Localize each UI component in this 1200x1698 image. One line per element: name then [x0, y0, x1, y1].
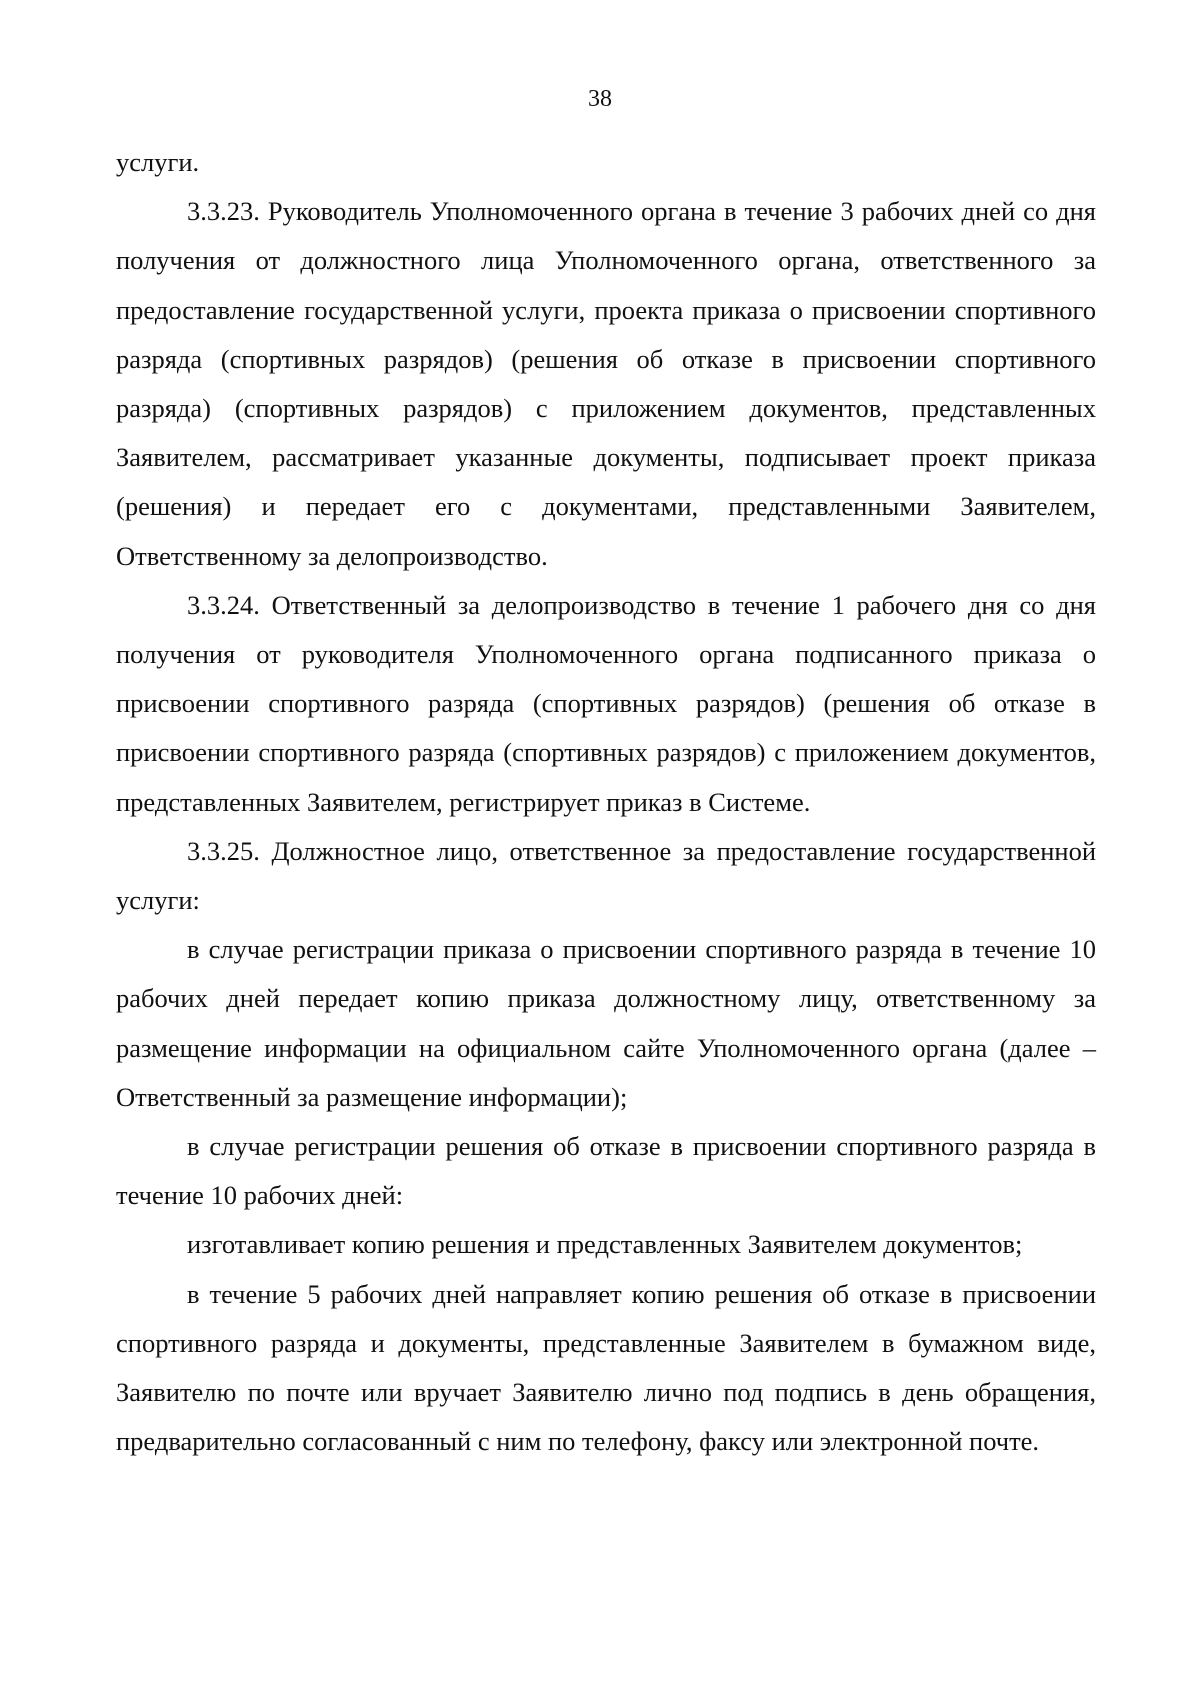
paragraph-send-copy: в течение 5 рабочих дней направляет копию решения об отказе в присвоении спортивного разряда и документы, представленные Заявителем в бумажном виде, Заявителю по почте или вручает Заявителю лично под подпись в день обращения, предварительно согласованный с ним по телефону, факсу или электронной почте.	[116, 1278, 1096, 1457]
paragraph-make-copy: изготавливает копию решения и представленных Заявителем документов;	[187, 1229, 1023, 1260]
paragraph-3-3-23: 3.3.23. Руководитель Уполномоченного органа в течение 3 рабочих дней со дня получения от должностного лица Уполномоченного органа, ответственного за предоставление государственной услуги, проекта приказа о присвоении спортивного разряда (спортивных разрядов) (решения об отказе в присвоении спортивного разряда) (спортивных разрядов) с приложением документов, представленных Заявителем, рассматривает указанные документы, подписывает проект приказа (решения) и передает его с документами, представленными Заявителем, Ответственному за делопроизводство.	[116, 196, 1096, 571]
document-body	[116, 138, 1096, 1466]
paragraph-3-3-24: 3.3.24. Ответственный за делопроизводство в течение 1 рабочего дня со дня получения от руководителя Уполномоченного органа подписанного приказа о присвоении спортивного разряда (спортивных разрядов) (решения об отказе в присвоении спортивного разряда (спортивных разрядов) с приложением документов, представленных Заявителем, регистрирует приказ в Системе.	[116, 589, 1096, 817]
paragraph-order-registration: в случае регистрации приказа о присвоении спортивного разряда в течение 10 рабочих дней передает копию приказа должностному лицу, ответственному за размещение информации на официальном сайте Уполномоченного органа (далее – Ответственный за размещение информации);	[116, 934, 1096, 1112]
paragraph-3-3-25: 3.3.25. Должностное лицо, ответственное за предоставление государственной услуги:	[116, 835, 1096, 916]
paragraph-refusal-registration: в случае регистрации решения об отказе в присвоении спортивного разряда в течение 10 рабочих дней:	[116, 1131, 1096, 1211]
page-number: 38	[588, 86, 612, 112]
paragraph-continuation: услуги.	[116, 147, 200, 177]
